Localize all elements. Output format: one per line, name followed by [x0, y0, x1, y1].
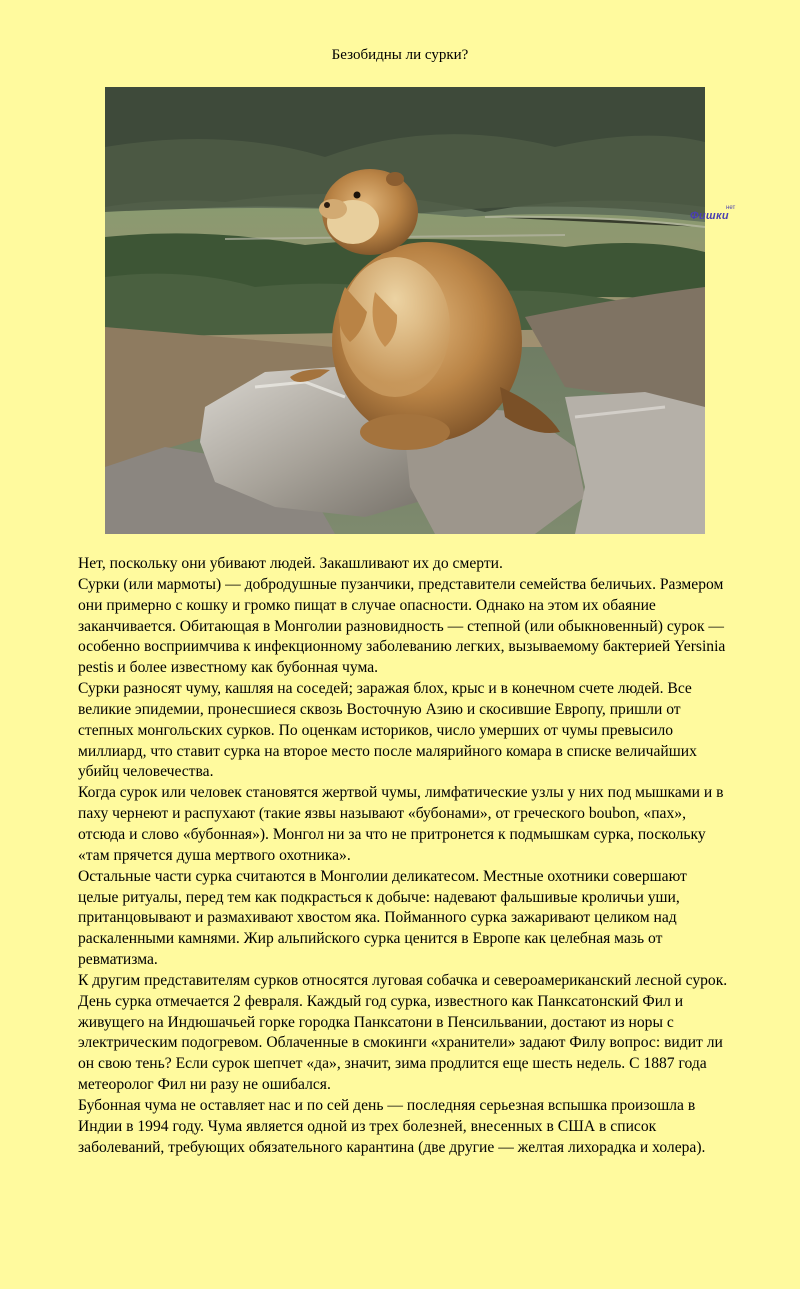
marmot-photo — [105, 87, 705, 534]
paragraph: Нет, поскольку они убивают людей. Закашливают их до смерти. — [78, 555, 503, 572]
article-body — [78, 554, 730, 1158]
watermark-logo — [688, 204, 740, 228]
article-title: Безобидны ли сурки? — [331, 47, 469, 63]
paragraph: К другим представителям сурков относятся луговая собачка и североамериканский лесной сурок. День сурка отмечается 2 февраля. Каждый год сурка, известного как Панксатонский Фил и живущего на Индюшачьей горке городка Панксатони в Пенсильвании, достают из норы с электрическим подогревом. Облаченные в смокинги «хранители» задают Филу вопрос: видит ли он свою тень? Если сурок шепчет «да», значит, зима продлится еще шесть недель. С 1887 года метеоролог Фил ни разу не ошибался. — [78, 971, 728, 1094]
paragraph: Бубонная чума не оставляет нас и по сей день — последняя серьезная вспышка произошла в Индии в 1994 году. Чума является одной из трех болезней, внесенных в США в список заболеваний, требующих обязательного карантина (две другие — желтая лихорадка и холера). — [78, 1096, 706, 1156]
watermark-suffix: нет — [726, 205, 736, 211]
paragraph: Остальные части сурка считаются в Монголии деликатесом. Местные охотники совершают целые ритуалы, перед тем как подкрасться к добыче: надевают фальшивые кроличьи уши, пританцовывают и размахивают хвостом яка. Пойманного сурка зажаривают целиком над раскаленными камнями. Жир альпийского сурка ценится в Европе как целебная мазь от ревматизма. — [78, 867, 687, 969]
paragraph: Когда сурок или человек становятся жертвой чумы, лимфатические узлы у них под мышками и в паху чернеют и распухают (такие язвы называют «бубонами», от греческого boubon, «пах», отсюда и слово «бубонная»). Монгол ни за что не притронется к подмышкам сурка, поскольку «там прячется душа мертвого охотника». — [78, 784, 724, 864]
paragraph: Сурки (или мармоты) — добродушные пузанчики, представители семейства беличьих. Размером они примерно с кошку и громко пищат в случае опасности. Однако на этом их обаяние заканчивается. Обитающая в Монголии разновидность — степной (или обыкновенный) сурок — особенно восприимчива к инфекционному заболеванию легких, вызываемому бактерией Yersinia pestis и более известному как бубонная чума. — [78, 575, 726, 677]
watermark-brand: Фишки — [690, 210, 729, 222]
paragraph: Сурки разносят чуму, кашляя на соседей; заражая блох, крыс и в конечном счете людей. Все великие эпидемии, пронесшиеся сквозь Восточную Азию и скосившие Европу, пришли от степных монгольских сурков. По оценкам историков, число умерших от чумы превысило миллиард, что ставит сурка на второе место после малярийного комара в списке величайших убийц человечества. — [78, 680, 697, 781]
